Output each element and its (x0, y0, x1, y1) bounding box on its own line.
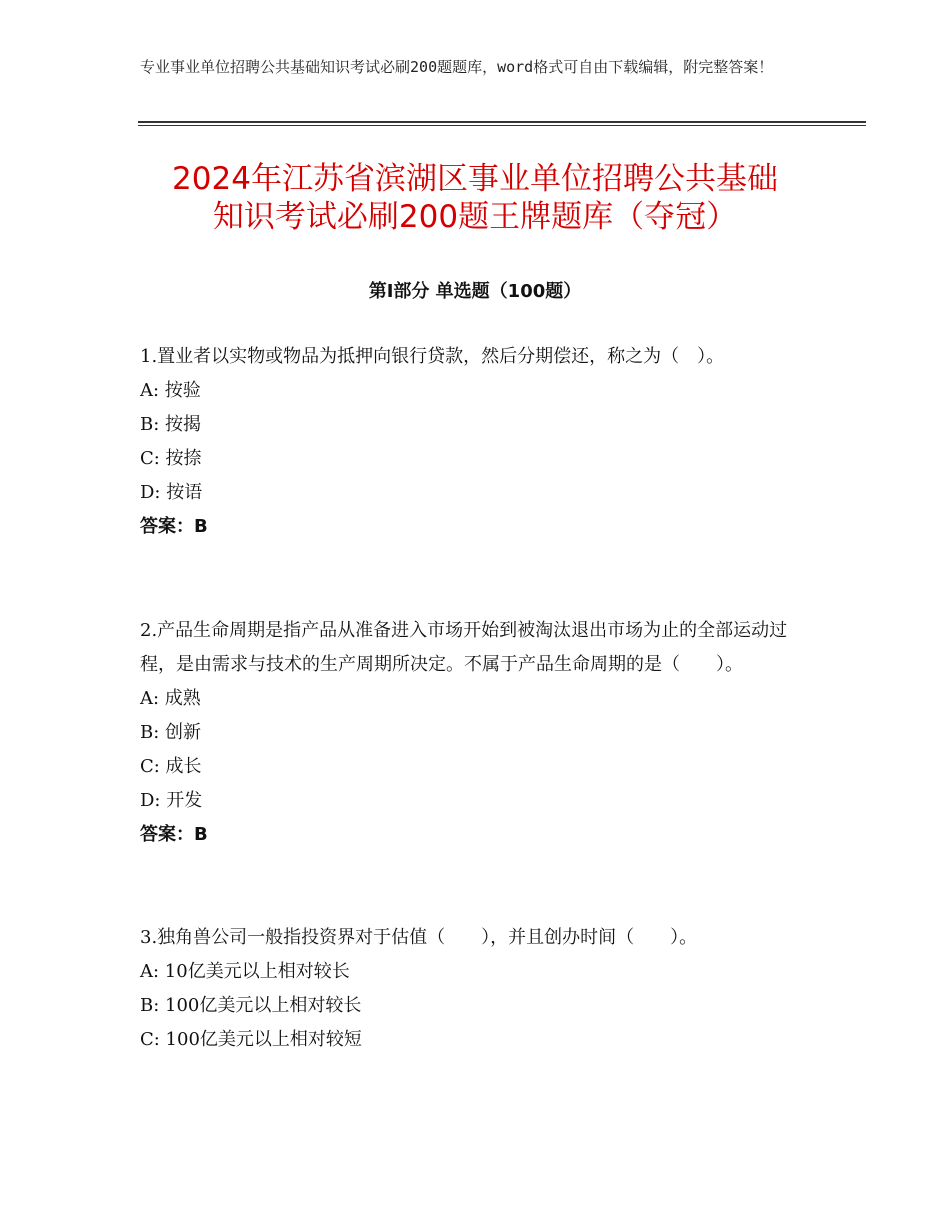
option-d: D: 开发 (140, 790, 203, 811)
question-3 (140, 921, 820, 1057)
option-a: A: 成熟 (140, 688, 201, 709)
option-c: C: 按捺 (140, 448, 202, 469)
title-line-2: 知识考试必刷200题王牌题库（夺冠） (212, 199, 738, 235)
option-c: C: 100亿美元以上相对较短 (140, 1029, 362, 1050)
answer: 答案：B (140, 824, 208, 845)
option-b: B: 创新 (140, 722, 202, 743)
question-stem: 2.产品生命周期是指产品从准备进入市场开始到被淘汰退出市场为止的全部运动过程，是由需求与技术的生产周期所决定。不属于产品生命周期的是（ ）。 (140, 620, 788, 675)
answer: 答案：B (140, 516, 208, 537)
option-a: A: 10亿美元以上相对较长 (140, 961, 350, 982)
question-stem: 3.独角兽公司一般指投资界对于估值（ ），并且创办时间（ ）。 (140, 927, 698, 948)
question-stem: 1.置业者以实物或物品为抵押向银行贷款，然后分期偿还，称之为（ ）。 (140, 346, 725, 367)
section-title: 第Ⅰ部分 单选题（100题） (368, 281, 582, 302)
question-2 (140, 614, 820, 852)
option-b: B: 按揭 (140, 414, 202, 435)
option-a: A: 按验 (140, 380, 201, 401)
header-note: 专业事业单位招聘公共基础知识考试必刷200题题库，word格式可自由下载编辑，附完整答案！ (140, 58, 774, 76)
question-1 (140, 340, 820, 544)
header-rule-thin (138, 125, 866, 126)
title-line-1: 2024年江苏省滨湖区事业单位招聘公共基础 (172, 161, 778, 197)
option-c: C: 成长 (140, 756, 202, 777)
document-title (100, 160, 850, 236)
option-d: D: 按语 (140, 482, 203, 503)
header-rule-thick (138, 121, 866, 123)
option-b: B: 100亿美元以上相对较长 (140, 995, 362, 1016)
